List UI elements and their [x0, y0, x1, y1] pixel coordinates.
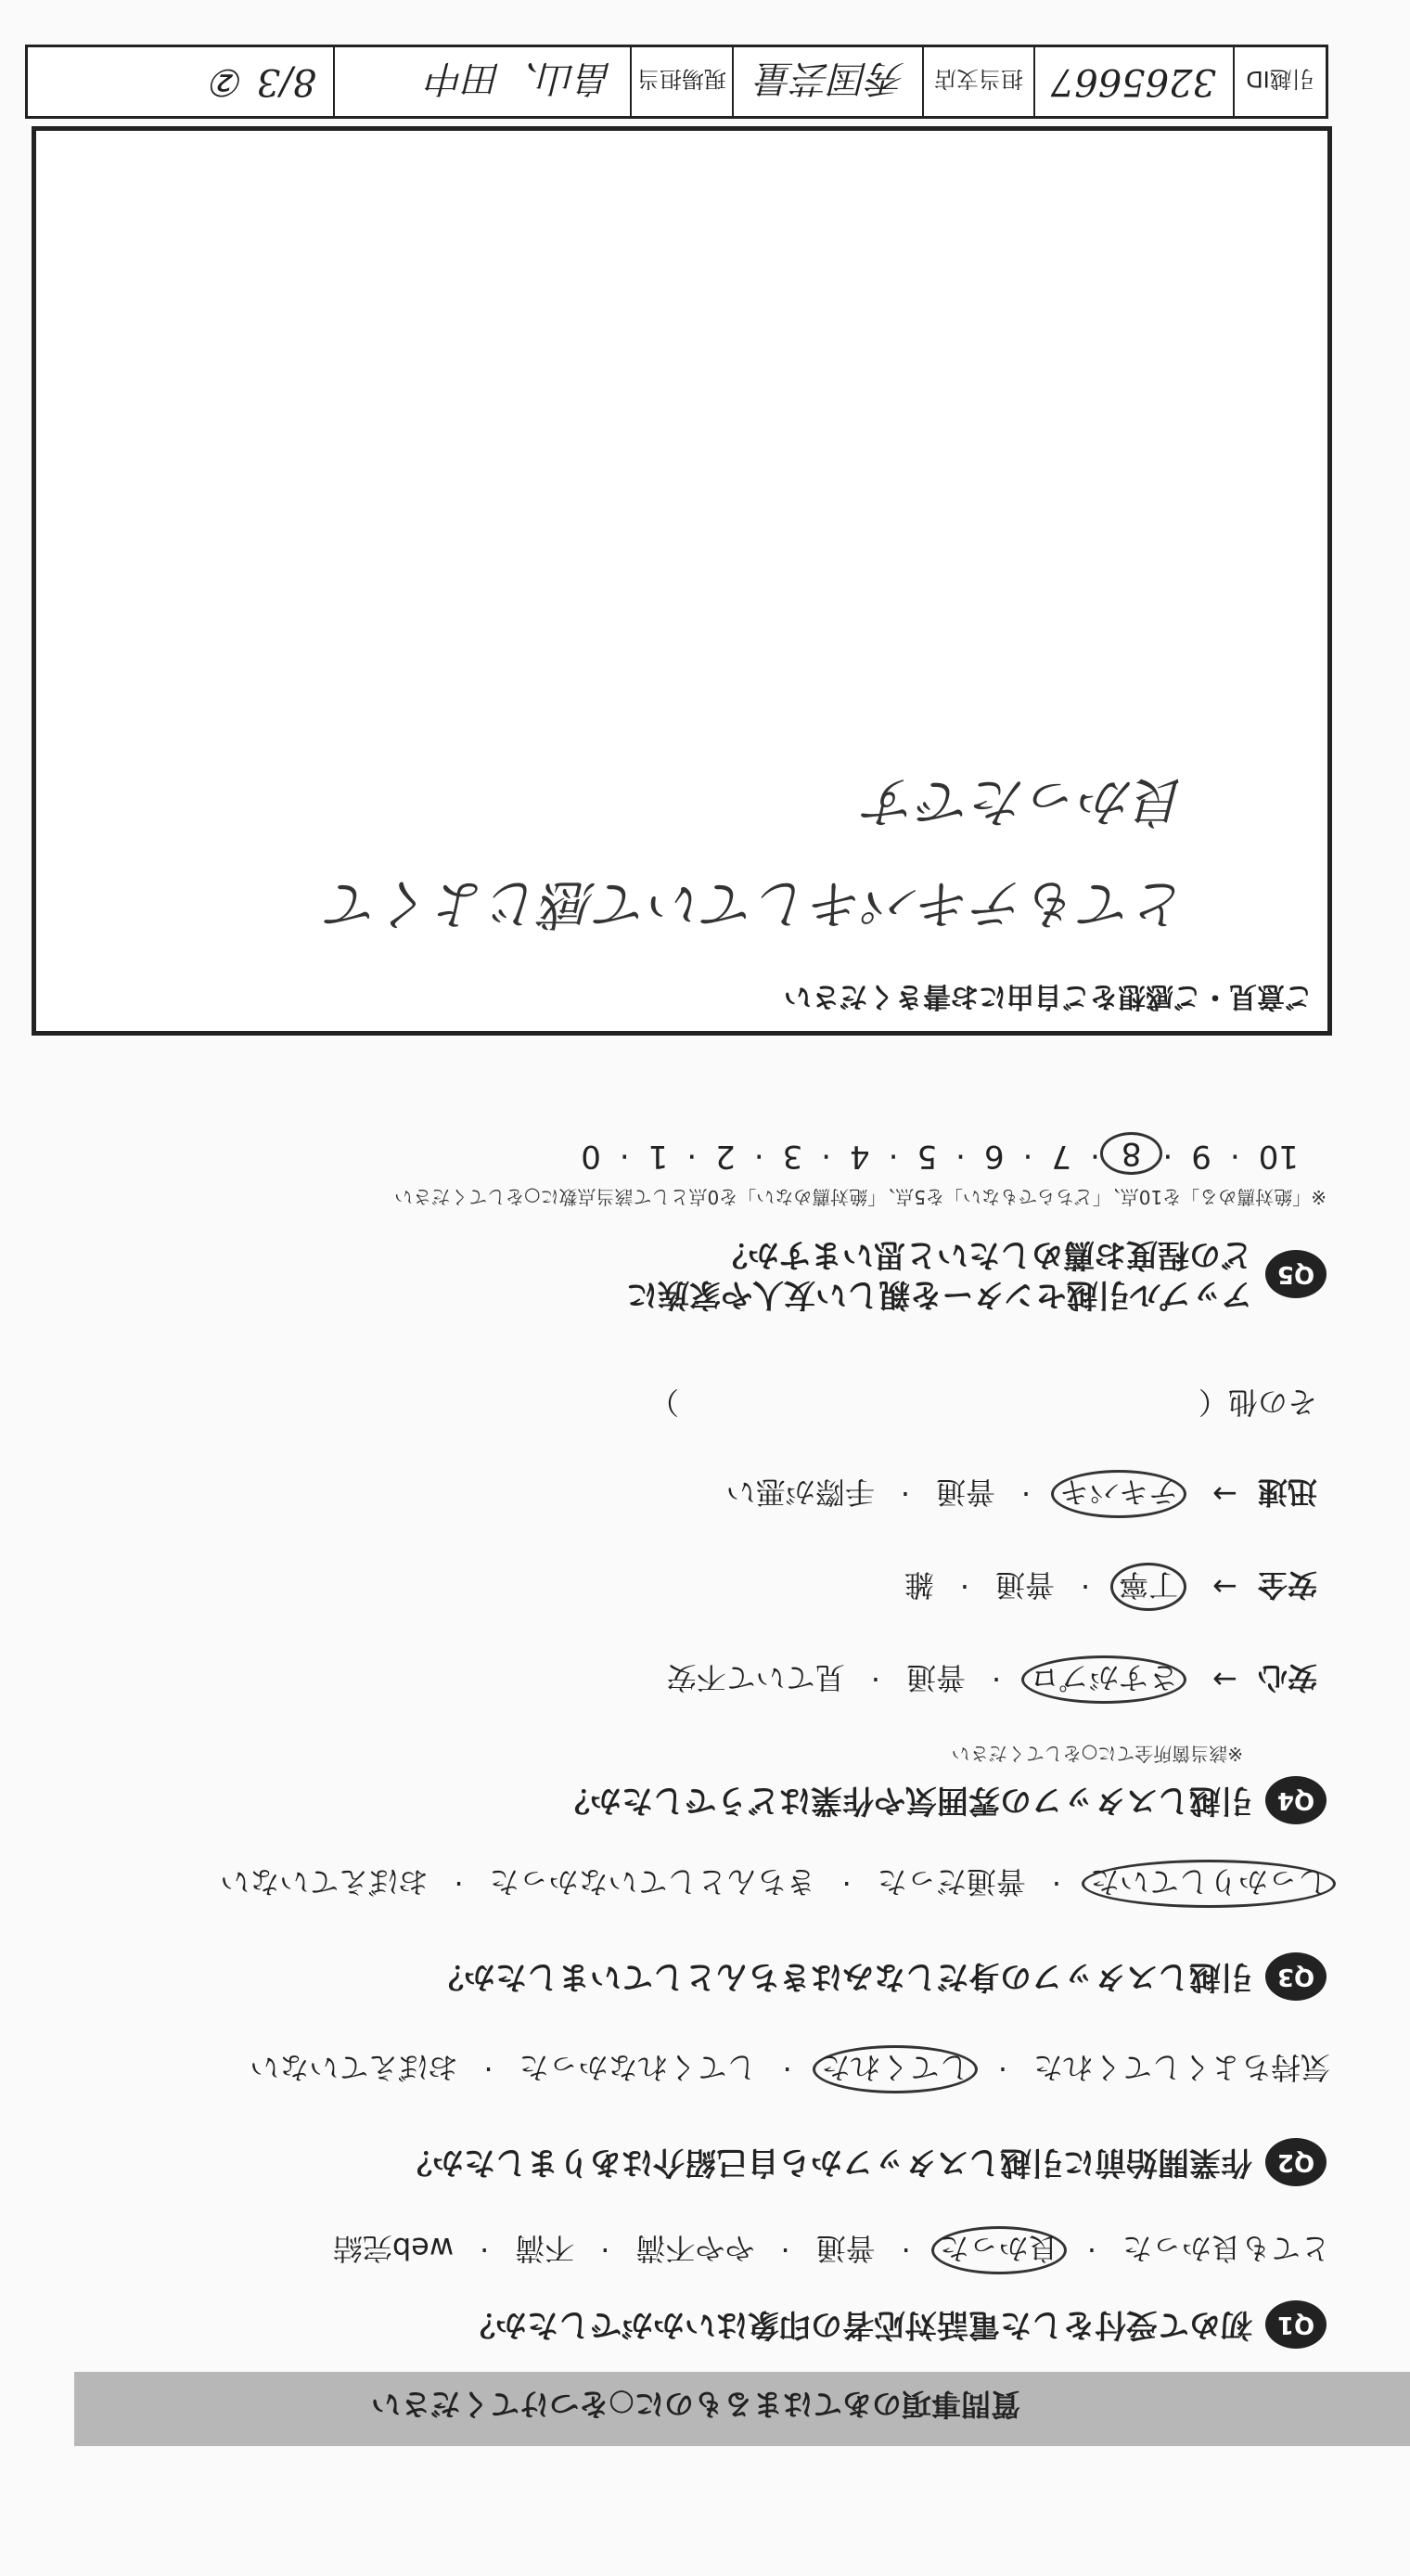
q4-other-label: その他（ — [1198, 1385, 1317, 1420]
id-value: 3265667 — [1033, 47, 1233, 116]
id-label: 引越ID — [1233, 47, 1326, 116]
q2-opt-1[interactable]: 気持ちよくしてくれた — [1032, 2050, 1330, 2085]
q2-opt-4[interactable]: おぼえていない — [250, 2050, 458, 2085]
q4-relief-opt-1[interactable]: さすがプロ — [1021, 1655, 1186, 1704]
q5-question — [626, 1235, 1327, 1314]
q3-badge: Q3 — [1265, 1952, 1327, 2001]
q4-relief-label: 安心 — [1257, 1660, 1317, 1695]
q5-badge: Q5 — [1265, 1251, 1327, 1299]
q3-opt-3[interactable]: きちんとしていなかった — [489, 1864, 816, 1900]
q1-question — [464, 2300, 1327, 2349]
q4-speed-opt-2[interactable]: 普通 — [935, 1475, 995, 1510]
q5-line-2: どの程度お薦めしたいと思いますか？ — [716, 1236, 1252, 1274]
scale-3[interactable]: 3 — [782, 1138, 803, 1175]
scale-5[interactable]: 5 — [916, 1138, 938, 1175]
q4-row-speed: 迅速 → テキパキ · 普通 · 手際が悪い — [721, 1470, 1317, 1518]
header-table — [25, 45, 1328, 119]
q4-safety-opt-2[interactable]: 普通 — [994, 1567, 1055, 1603]
q2-badge: Q2 — [1265, 2138, 1327, 2186]
scale-10[interactable]: 10 — [1258, 1138, 1299, 1175]
q1-opt-1[interactable]: とても良かった — [1122, 2231, 1330, 2266]
banner-text: 質問事項のあてはまるものに○をつけてください — [371, 2387, 1020, 2422]
q4-question — [558, 1776, 1327, 1824]
q2-question — [401, 2138, 1327, 2186]
scale-2[interactable]: 2 — [715, 1138, 736, 1175]
q4-other-close: ） — [648, 1385, 679, 1420]
q4-other — [649, 1383, 1317, 1425]
q1-opt-4[interactable]: やや不満 — [635, 2231, 755, 2266]
q3-opt-4[interactable]: おぼえていない — [220, 1864, 429, 1900]
q2-opt-2[interactable]: してくれた — [813, 2045, 978, 2093]
comment-line-1: とてもテキパキしていて感じよくて — [327, 872, 1188, 935]
q4-relief-opt-2[interactable]: 普通 — [905, 1660, 966, 1695]
q4-speed-opt-1[interactable]: テキパキ — [1051, 1470, 1186, 1518]
branch-value: 秀国芸量 — [732, 47, 922, 116]
date-value: 8/3 ② — [212, 60, 316, 103]
arrow-right-icon: → — [1212, 1476, 1237, 1512]
q5-note: ※「絶対薦める」を10点、「どちらでもない」を5点、「絶対薦めない」を0点として該当点数に○をしてください — [394, 1186, 1327, 1208]
q1-opt-3[interactable]: 普通 — [815, 2231, 876, 2266]
q4-relief-opt-3[interactable]: 見ていて不安 — [666, 1660, 845, 1695]
q1-badge: Q1 — [1265, 2300, 1327, 2349]
q4-speed-opt-3[interactable]: 手際が悪い — [725, 1475, 875, 1510]
q2-text: 作業開始前に引越しスタッフから自己紹介はありましたか？ — [401, 2144, 1252, 2182]
q3-opt-1[interactable]: しっかりしていた — [1082, 1860, 1336, 1908]
q4-row-relief: 安心 → さすがプロ · 普通 · 見ていて不安 — [661, 1655, 1317, 1704]
q2-options: 気持ちよくしてくれた · してくれた · してくれなかった · おぼえていない — [244, 2045, 1336, 2093]
q4-text: 引越しスタッフの雰囲気や作業はどうでしたか？ — [558, 1782, 1252, 1820]
branch-label: 担当支店 — [922, 47, 1033, 116]
q3-text: 引越しスタッフの身だしなみはきちんとしていましたか？ — [432, 1958, 1252, 1996]
q1-text: 初めて受付をした電話対応者の印象はいかがでしたか？ — [464, 2306, 1252, 2344]
comment-box — [32, 126, 1332, 1036]
q4-safety-label: 安全 — [1257, 1567, 1317, 1603]
q4-safety-opt-1[interactable]: 丁寧 — [1110, 1563, 1186, 1611]
q3-opt-2[interactable]: 普通だった — [877, 1864, 1026, 1900]
q4-row-safety: 安全 → 丁寧 · 普通 · 雑 — [899, 1563, 1317, 1611]
scale-4[interactable]: 4 — [850, 1138, 870, 1175]
scale-1[interactable]: 1 — [647, 1138, 669, 1175]
q5-line-1: アップル引越センターを親しい友人や家族に — [626, 1276, 1252, 1313]
comment-title: ご意見・ご感想をご自由にお書きください — [784, 980, 1313, 1012]
instruction-banner — [74, 2372, 1410, 2446]
scale-9[interactable]: 9 — [1191, 1138, 1211, 1175]
q3-options: しっかりしていた · 普通だった · きちんとしていなかった · おぼえていない — [214, 1860, 1336, 1908]
staff-value: 畠山、田中 — [333, 47, 630, 116]
q4-safety-opt-3[interactable]: 雑 — [904, 1567, 934, 1603]
q4-note: ※該当箇所全てに○をしてください — [951, 1743, 1243, 1765]
comment-line-2: 良かったです — [865, 770, 1188, 833]
q1-opt-2[interactable]: 良かった — [931, 2226, 1067, 2274]
scale-7[interactable]: 7 — [1051, 1138, 1072, 1175]
staff-label: 現場担当 — [630, 47, 732, 116]
q1-opt-5[interactable]: 不満 — [515, 2231, 575, 2266]
q4-badge: Q4 — [1265, 1776, 1327, 1824]
q3-question — [432, 1952, 1327, 2001]
arrow-right-icon: → — [1212, 1569, 1237, 1604]
q4-speed-label: 迅速 — [1257, 1475, 1317, 1510]
q1-options: とても良かった · 良かった · 普通 · やや不満 · 不満 · web完結 — [327, 2226, 1336, 2274]
q5-scale: 10 · 9 · 8 · 7 · 6 · 5 · 4 · 3 · 2 · 1 · 0 — [562, 1132, 1317, 1175]
q1-opt-6[interactable]: web完結 — [332, 2231, 455, 2266]
q2-opt-3[interactable]: してくれなかった — [519, 2050, 757, 2085]
scale-6[interactable]: 6 — [983, 1138, 1005, 1175]
scale-0[interactable]: 0 — [581, 1138, 601, 1175]
scale-8-selected[interactable]: 8 — [1100, 1132, 1163, 1175]
arrow-right-icon: → — [1212, 1662, 1237, 1697]
